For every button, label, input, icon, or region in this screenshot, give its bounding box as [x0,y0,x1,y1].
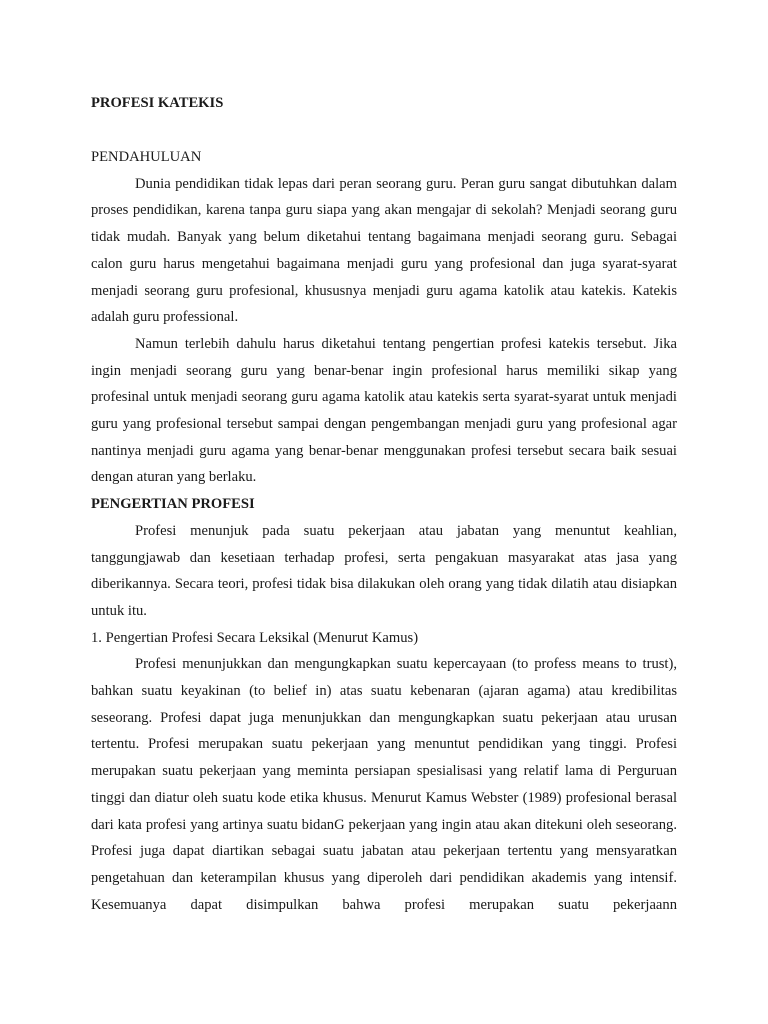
section-paragraph: Profesi menunjuk pada suatu pekerjaan atau jabatan yang menuntut keahlian, tanggungjawab dan kesetiaan terhadap profesi, serta pengakuan masyarakat atas jasa yang diberikannya. Secara teori, profesi tidak bisa dilakukan oleh orang yang tidak dilatih atau disiapkan untuk itu. [91,522,677,619]
document-page [91,90,677,918]
subsection-heading-leksikal: 1. Pengertian Profesi Secara Leksikal (Menurut Kamus) [91,629,419,646]
section-heading-pengertian-profesi: PENGERTIAN PROFESI [91,496,255,513]
subsection-paragraph: Profesi menunjukkan dan mengungkapkan suatu kepercayaan (to profess means to trust), bahkan suatu keyakinan (to belief in) atas suatu kebenaran (ajaran agama) atau kredibilitas seseorang. Profesi dapat juga menunjukkan dan mengungkapkan suatu pekerjaan atau urusan tertentu. Profesi merupakan suatu pekerjaan yang menuntut pendidikan yang tinggi. Profesi merupakan suatu pekerjaan yang meminta persiapan spesialisasi yang relatif lama di Perguruan tinggi dan diatur oleh suatu kode etika khusus. Menurut Kamus Webster (1989) profesional berasal dari kata profesi yang artinya suatu bidanG pekerjaan yang ingin atau akan ditekuni oleh seseorang. Profesi juga dapat diartikan sebagai suatu jabatan atau pekerjaan tertentu yang mensyaratkan pengetahuan dan keterampilan khusus yang diperoleh dari pendidikan akademis yang intensif. Kesemuanya dapat disimpulkan bahwa profesi merupakan suatu pekerjaann [91,656,677,913]
intro-paragraph-1: Dunia pendidikan tidak lepas dari peran seorang guru. Peran guru sangat dibutuhkan dalam proses pendidikan, karena tanpa guru siapa yang akan mengajar di sekolah? Menjadi seorang guru tidak mudah. Banyak yang belum diketahui tentang bagaimana menjadi seorang guru. Sebagai calon guru harus mengetahui bagaimana menjadi guru yang profesional dan juga syarat-syarat menjadi seorang guru profesional, khususnya menjadi guru agama katolik atau katekis. Katekis adalah guru professional. [91,175,677,326]
intro-paragraph-2: Namun terlebih dahulu harus diketahui tentang pengertian profesi katekis tersebut. Jika ingin menjadi seorang guru yang benar-benar ingin profesional harus memiliki sikap yang profesinal untuk menjadi seorang guru agama katolik atau katekis serta syarat-syarat untuk menjadi guru yang profesional tersebut sampai dengan pengembangan menjadi guru yang profesional agar nantinya menjadi guru agama yang benar-benar menggunakan profesi tersebut secara baik sesuai dengan aturan yang berlaku. [91,335,677,486]
intro-heading: PENDAHULUAN [91,149,202,165]
document-title: PROFESI KATEKIS [91,95,224,111]
title-spacer [91,116,677,144]
